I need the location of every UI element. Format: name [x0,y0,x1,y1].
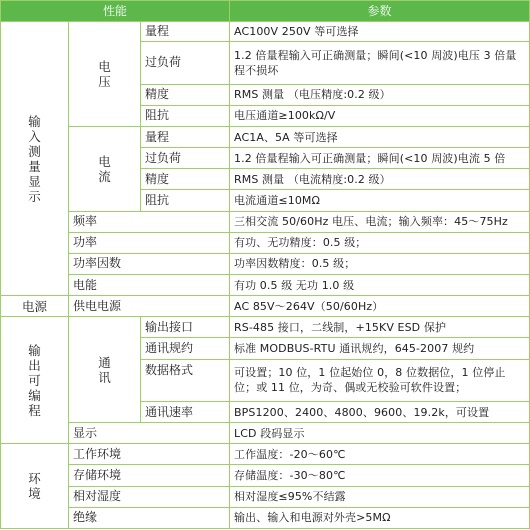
comm-format-value: 可设置；10 位，1 位起始位 0，8 位数据位，1 位停止位；或 11 位，为奇、偶或无校验可软件设置； [230,359,530,401]
comm-interface-label: 输出接口 [141,317,230,338]
table-row [1,486,530,507]
comm-protocol-label: 通讯规约 [141,338,230,359]
current-impedance-label: 阻抗 [141,190,230,211]
table-row [1,253,530,274]
category-output: 输出可编程 [1,317,69,444]
power-factor-value: 功率因数精度：0.5 级； [230,253,530,274]
voltage-accuracy-label: 精度 [141,84,230,105]
env-insulation-label: 绝缘 [69,507,230,528]
frequency-label: 频率 [69,211,230,232]
group-comm: 通讯 [69,317,141,423]
power-label: 功率 [69,232,230,253]
table-row [1,423,530,444]
env-storage-value: 存储温度：-30～80℃ [230,465,530,486]
group-voltage: 电压 [69,22,141,127]
energy-label: 电能 [69,275,230,296]
comm-baud-value: BPS1200、2400、4800、9600、19.2k，可设置 [230,401,530,422]
header-parameters: 参数 [230,1,530,22]
env-working-label: 工作环境 [69,444,230,465]
display-label: 显示 [69,423,230,444]
voltage-accuracy-value: RMS 测量 （电压精度:0.2 级） [230,84,530,105]
env-humidity-label: 相对湿度 [69,486,230,507]
category-environment: 环境 [1,444,69,529]
category-input: 输入测量显示 [1,22,69,296]
group-current: 电流 [69,126,141,211]
comm-interface-value: RS-485 接口，二线制，+15KV ESD 保护 [230,317,530,338]
current-impedance-value: 电流通道≤10MΩ [230,190,530,211]
category-power: 电源 [1,296,69,317]
table-row [1,232,530,253]
voltage-overload-value: 1.2 倍量程输入可正确测量；瞬间(<10 周波)电压 3 倍量程不损坏 [230,42,530,84]
current-accuracy-value: RMS 测量 （电流精度:0.2 级） [230,169,530,190]
header-performance: 性能 [1,1,230,22]
voltage-range-label: 量程 [141,22,230,42]
table-row [1,126,530,147]
table-row [1,211,530,232]
energy-value: 有功 0.5 级 无功 1.0 级 [230,275,530,296]
env-insulation-value: 输出、输入和电源对外壳>5MΩ [230,507,530,528]
power-supply-value: AC 85V～264V（50/60Hz） [230,296,530,317]
current-range-value: AC1A、5A 等可选择 [230,126,530,147]
table-row [1,444,530,465]
comm-format-label: 数据格式 [141,359,230,401]
current-overload-label: 过负荷 [141,148,230,169]
comm-protocol-value: 标准 MODBUS-RTU 通讯规约，645-2007 规约 [230,338,530,359]
power-factor-label: 功率因数 [69,253,230,274]
voltage-range-value: AC100V 250V 等可选择 [230,22,530,42]
current-overload-value: 1.2 倍量程输入可正确测量；瞬间(<10 周波)电流 5 倍 [230,148,530,169]
table-row [1,275,530,296]
env-humidity-value: 相对湿度≤95%不结露 [230,486,530,507]
table-row [1,507,530,528]
table-row [1,22,530,42]
power-supply-label: 供电电源 [69,296,230,317]
frequency-value: 三相交流 50/60Hz 电压、电流；输入频率：45～75Hz [230,211,530,232]
current-range-label: 量程 [141,126,230,147]
voltage-overload-label: 过负荷 [141,42,230,84]
voltage-impedance-value: 电压通道≥100kΩ/V [230,105,530,126]
power-value: 有功、无功精度：0.5 级； [230,232,530,253]
table-row [1,465,530,486]
comm-baud-label: 通讯速率 [141,401,230,422]
current-accuracy-label: 精度 [141,169,230,190]
table-row [1,317,530,338]
display-value: LCD 段码显示 [230,423,530,444]
voltage-impedance-label: 阻抗 [141,105,230,126]
env-storage-label: 存储环境 [69,465,230,486]
table-header-row [1,1,530,22]
table-row [1,296,530,317]
env-working-value: 工作温度：-20～60℃ [230,444,530,465]
